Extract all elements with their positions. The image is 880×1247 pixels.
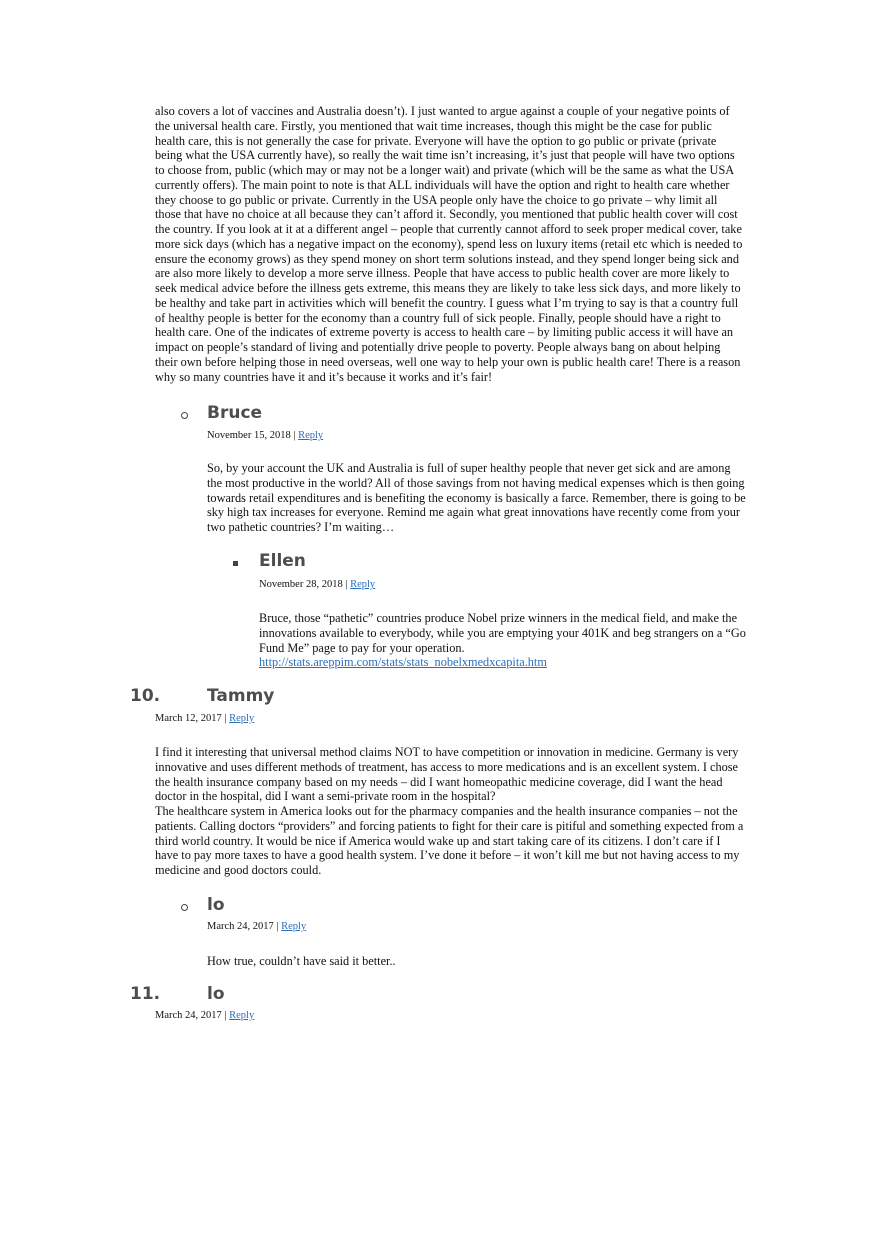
reply-link-tammy[interactable]: Reply [229, 713, 255, 724]
meta-separator: | [224, 713, 227, 724]
comment-author-tammy: Tammy [207, 686, 275, 706]
comment-meta-lo [155, 1009, 254, 1022]
comment-number: 10. [130, 686, 161, 706]
comment-body-tammy: I find it interesting that universal method claims NOT to have competition or innovation in medicine. Germany is very innovative and uses different methods of treatment, has access to more medications and is an excellent system. I chose the health insurance company based on my needs – did I want homeopathic medicine coverage, did I want the head doctor in the hospital, did I want a semi-private room in the hospital? The healthcare system in America looks out for the pharmacy companies and the health insurance companies – not the patients. Calling doctors “providers” and forcing patients to fight for their care is pitiful and something expected from a third world country. It would be nice if America would wake up and start taking care of its citizens. I don’t care if I have to pay more taxes to have a good health system. I’ve done it before – it won’t kill me but not having access to my medicine and good doctors could. [155, 745, 744, 877]
comment-meta-tammy [155, 712, 254, 725]
comment-author-lo: lo [207, 984, 225, 1004]
comment-body-ellen: Bruce, those “pathetic” countries produce Nobel prize winners in the medical field, and make the innovations available to everybody, while you are emptying your 401K and beg strangers on a “Go Fund Me” page to pay for your operation. [259, 611, 746, 655]
meta-separator: | [293, 430, 296, 441]
comment-date: November 15, 2018 [207, 430, 291, 441]
comment-meta-bruce [207, 429, 323, 442]
reply-link-ellen[interactable]: Reply [350, 579, 376, 590]
comment-author-ellen: Ellen [259, 551, 306, 571]
meta-separator: | [345, 579, 348, 590]
reply-link-lo-reply[interactable]: Reply [281, 921, 307, 932]
nested-comment-bullet [181, 904, 188, 911]
comment-date: March 24, 2017 [155, 1010, 222, 1021]
comment-date: March 12, 2017 [155, 713, 222, 724]
reply-link-bruce[interactable]: Reply [298, 430, 324, 441]
meta-separator: | [276, 921, 279, 932]
nested-comment-bullet [181, 412, 188, 419]
comment-body-continued: also covers a lot of vaccines and Australia doesn’t). I just wanted to argue against a couple of your negative points of the universal health care. Firstly, you mentioned that wait time increases, though this might be the case for public health care, this is not generally the case for private. Everyone will have the option to go public or private (private being what the USA currently have), so really the wait time isn’t increasing, it’s just that people will have two options to choose from, public (which may or may not be a longer wait) and private (which will be the same as what the USA currently offers). The main point to note is that ALL individuals will have the option and right to health care whether they choose to go public or private. Currently in the USA people only have the choice to go private – why limit all those that have no choice at all because they can’t afford it. Secondly, you mentioned that public health cover will cost the country. If you look at it at a different angel – people that currently cannot afford to seek proper medical cover, take more sick days (which has a negative impact on the economy), spend less on luxury items (retail etc which is needed to ensure the economy grows) as they spend money on short term solutions instead, and they spend longer being sick and are also more likely to develop a more serve illness. People that have access to public health cover are more likely to seek medical advice before the illness gets extreme, this means they are likely to take less sick days, and more likely to be healthy and take part in activities which will benefit the country. I guess what I’m trying to say is that a country full of healthy people is better for the economy than a country full of sick people. Finally, people should have a right to health care. One of the indicates of extreme poverty is access to health care – by limiting public access it will have an impact on people’s standard of living and potentially drive people to poverty. People always bang on about helping their own before helping those in need overseas, well one way to help your own is public health care! There is a reason why so many countries have it and it’s because it works and it’s fair! [155, 104, 743, 384]
reply-link-lo[interactable]: Reply [229, 1010, 255, 1021]
nested-comment-bullet [233, 561, 238, 566]
stats-link[interactable]: http://stats.areppim.com/stats/stats_nobelxmedxcapita.htm [259, 655, 547, 669]
comment-date: March 24, 2017 [207, 921, 274, 932]
comment-body-lo-reply: How true, couldn’t have said it better.. [207, 954, 396, 968]
meta-separator: | [224, 1010, 227, 1021]
comment-date: November 28, 2018 [259, 579, 343, 590]
comment-author-bruce: Bruce [207, 403, 263, 423]
comment-number: 11. [130, 984, 161, 1004]
comment-body-bruce: So, by your account the UK and Australia is full of super healthy people that never get sick and are among the most productive in the world? All of those savings from not having medical expenses which is then going towards retail expenditures and is benefiting the economy is basically a farce. Remember, there is going to be sky high tax increases for everyone. Remind me again what great innovations have recently come from your two pathetic countries? I’m waiting… [207, 461, 746, 534]
comment-author-lo-reply: lo [207, 895, 225, 915]
comment-meta-ellen [259, 578, 375, 591]
comment-meta-lo-reply [207, 920, 306, 933]
